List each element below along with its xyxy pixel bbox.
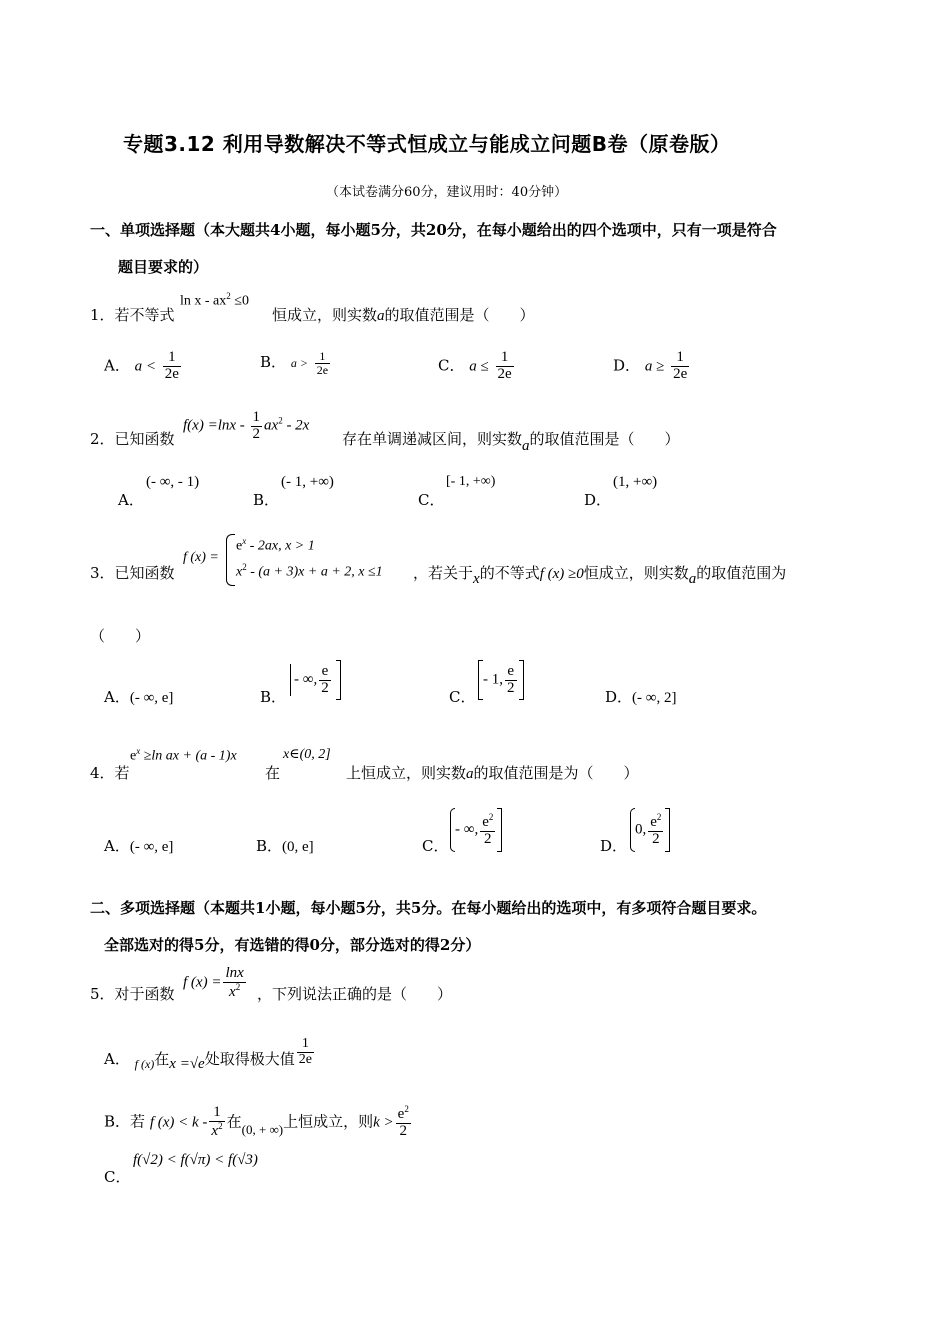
q3-fx: f (x) = <box>183 550 219 565</box>
q4-option-c-label[interactable]: C． <box>422 837 449 855</box>
q5-option-b[interactable]: B．若 f (x) < k - $\frac{1}{x^2}$ 在(0, + ∞)上恒成立，则k > $\frac{e^2}{2}$ <box>104 1104 409 1139</box>
q2-option-d-label[interactable]: D． <box>584 491 612 509</box>
question-3 <box>90 562 175 583</box>
q3-option-d[interactable]: D．(- ∞, 2] <box>605 688 677 706</box>
page-title: 专题3.12 利用导数解决不等式恒成立与能成立问题B卷（原卷版） <box>123 132 731 156</box>
q4-number: 4．若 <box>90 764 130 782</box>
section2-heading: 二、多项选择题（本题共1小题，每小题5分，共5分。在每小题给出的选项中，有多项符合题目要求。 <box>90 899 767 917</box>
q5-option-c[interactable]: f(√2) < f(√π) < f(√3) <box>133 1152 258 1168</box>
q2-option-b[interactable]: (- 1, +∞) <box>281 474 334 490</box>
q3-answer-paren: （ ） <box>90 627 151 645</box>
q1-option-c[interactable]: C． a ≤ $\frac{1}{2e}$ <box>438 349 512 382</box>
q1-option-d[interactable]: D． a ≥ $\frac{1}{2e}$ <box>613 349 688 382</box>
q2-function: f(x) =lnx - $\frac{1}{2}$ $ax^2 - 2x$ <box>183 409 310 442</box>
q5-number: 5．对于函数 <box>90 985 175 1003</box>
q3-case-1: $e^x - 2ax$, x > 1 <box>236 536 315 554</box>
q5-option-c-label[interactable]: C． <box>104 1168 131 1186</box>
question-5 <box>90 983 175 1004</box>
q1-number: 1．若不等式 <box>90 306 175 324</box>
q4-option-d-label[interactable]: D． <box>600 837 628 855</box>
q3-case-2: $x^2 - (a + 3)x + a + 2$, x ≤1 <box>236 562 383 580</box>
q1-inequality: $\ln x - ax^2 \le 0$ <box>180 291 249 309</box>
q3-stem: ，若关于x的不等式f (x) ≥0恒成立，则实数a的取值范围为 <box>413 564 787 587</box>
q4-text-in: 在 <box>265 764 281 782</box>
q4-option-d[interactable]: 0, $\frac{e^2}{2}$ <box>630 808 670 852</box>
q4-option-c[interactable]: - ∞, $\frac{e^2}{2}$ <box>450 808 502 852</box>
q3-number: 3．已知函数 <box>90 564 175 582</box>
q4-option-b[interactable]: B．(0, e] <box>256 837 314 855</box>
q3-brace <box>226 534 235 586</box>
q4-stem: 上恒成立，则实数a的取值范围是为（ ） <box>346 764 639 782</box>
q5-option-a[interactable]: A． $_{f (x)}$在x =√e处取得极大值 $\frac{1}{2e}$ <box>104 1036 312 1073</box>
q1-stem: 恒成立，则实数a的取值范围是（ ） <box>272 306 535 324</box>
q3-option-a[interactable]: A．(- ∞, e] <box>104 688 174 706</box>
q1-option-b[interactable]: B． a > $\frac{1}{2e}$ <box>260 349 329 377</box>
q4-inequality: $e^x \ge\ln$ ax + (a - 1)x <box>130 746 237 764</box>
q3-option-b[interactable]: - ∞, $\frac{e}{2}$ <box>290 660 341 700</box>
q2-stem: 存在单调递减区间，则实数a的取值范围是（ ） <box>342 430 680 454</box>
q4-domain: x∈(0, 2] <box>283 747 331 762</box>
question-4 <box>90 762 130 783</box>
q2-option-b-label[interactable]: B． <box>253 491 280 509</box>
page-subtitle: （本试卷满分60分，建议用时：40分钟） <box>326 185 568 200</box>
q5-stem: ，下列说法正确的是（ ） <box>257 985 453 1003</box>
section1-heading: 一、单项选择题（本大题共4小题，每小题5分，共20分，在每小题给出的四个选项中，只有一项是符合 <box>90 221 777 239</box>
q1-option-a[interactable]: A． a < $\frac{1}{2e}$ <box>104 349 179 382</box>
q2-option-a-label[interactable]: A． <box>118 491 144 509</box>
q3-option-b-label[interactable]: B． <box>260 688 287 706</box>
section1-heading-line2: 题目要求的） <box>118 258 209 276</box>
q2-option-d[interactable]: (1, +∞) <box>613 474 658 490</box>
question-2 <box>90 428 175 449</box>
q3-option-c-label[interactable]: C． <box>449 688 476 706</box>
question-1 <box>90 304 175 325</box>
q5-function: f (x) = $\frac{\ln x}{x^2}$ <box>183 965 244 1000</box>
q2-number: 2．已知函数 <box>90 430 175 448</box>
q2-option-a[interactable]: (- ∞, - 1) <box>146 474 200 490</box>
q4-option-a[interactable]: A．(- ∞, e] <box>104 837 174 855</box>
q2-option-c[interactable]: [- 1, +∞) <box>446 474 496 489</box>
section2-heading-line2: 全部选对的得5分，有选错的得0分，部分选对的得2分） <box>104 936 481 954</box>
q2-option-c-label[interactable]: C． <box>418 491 445 509</box>
q3-option-c[interactable]: - 1, $\frac{e}{2}$ <box>478 660 524 700</box>
